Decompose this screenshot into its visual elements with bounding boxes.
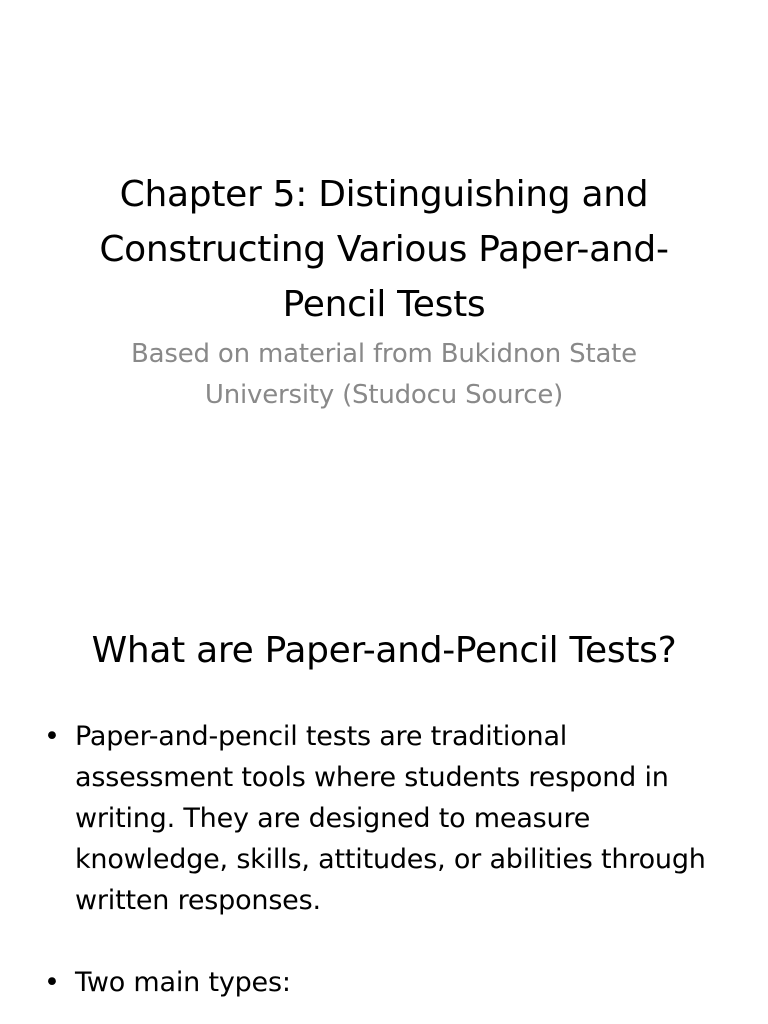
bullet-icon: • [44,967,60,998]
bullet-text: Paper-and-pencil tests are traditional assessment tools where students respond in writing. They are designed to measure knowledge, skills, attitudes, or abilities through written responses. [75,721,706,916]
bullet-icon: • [44,721,60,752]
bullet-item [40,962,720,1003]
bullet-item [40,716,720,921]
slide-title: Chapter 5: Distinguishing and Constructing Various Paper-and-Pencil Tests [99,174,669,325]
content-slide [0,576,768,1024]
bullet-text: Two main types: [75,967,291,998]
bullet-list [40,716,720,1003]
slide-heading: What are Paper-and-Pencil Tests? [91,630,677,671]
slide-subtitle: Based on material from Bukidnon State University (Studocu Source) [131,339,637,410]
